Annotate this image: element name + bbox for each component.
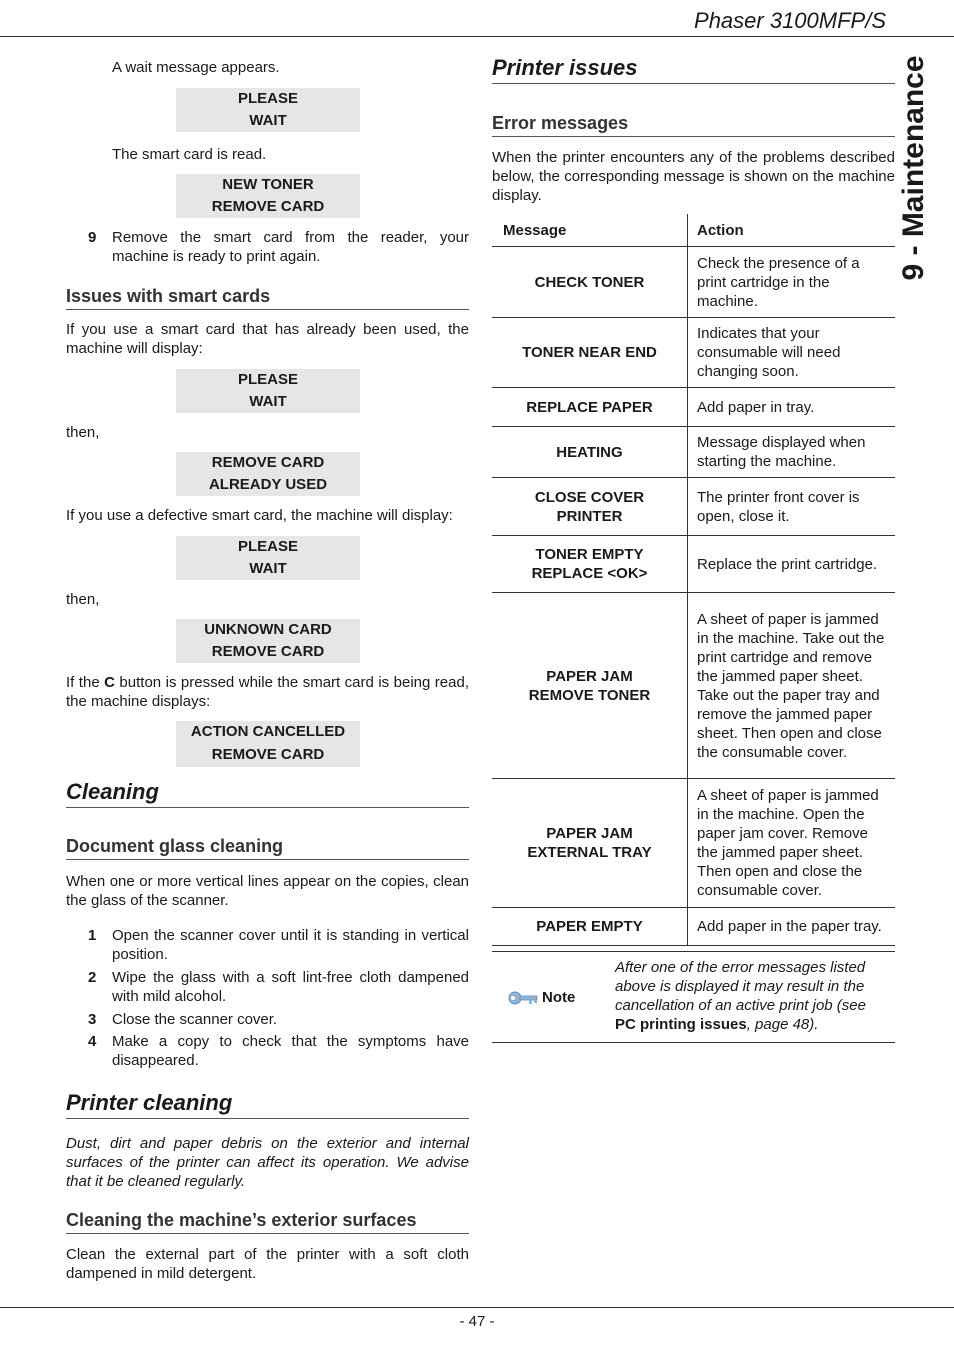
- footer-rule: [0, 1307, 954, 1308]
- error-message-cell: [492, 318, 688, 388]
- error-message-cell: [492, 427, 688, 478]
- table-row: [492, 247, 895, 318]
- table-row: [492, 318, 895, 388]
- error-message-cell: [492, 247, 688, 318]
- c-button-text-pre: If the: [66, 674, 105, 691]
- card-read-text: The smart card is read.: [112, 146, 267, 163]
- step-number: 3: [88, 1011, 97, 1028]
- then-text-1: then,: [66, 424, 100, 441]
- step-number: 4: [88, 1033, 97, 1050]
- action-cell: Add paper in the paper tray.: [688, 908, 896, 946]
- c-button-text-post: button is pressed while the smart card is being read, the machine displays:: [66, 674, 469, 710]
- wait-message-text: A wait message appears.: [112, 59, 280, 76]
- lcd-line: REMOVE CARD: [211, 454, 325, 471]
- step-number: 2: [88, 969, 97, 986]
- lcd-remove-card-used: [176, 452, 360, 496]
- step-4: [66, 1032, 469, 1072]
- message-line: TONER NEAR END: [522, 344, 657, 361]
- lcd-please-wait-2: [176, 369, 360, 413]
- message-line: REMOVE TONER: [528, 686, 651, 704]
- lcd-line: ACTION CANCELLED: [190, 723, 346, 740]
- step-text: Remove the smart card from the reader, your machine is ready to print again.: [112, 229, 469, 265]
- table-row: [492, 779, 895, 908]
- lcd-unknown-card: [176, 619, 360, 663]
- lcd-line: WAIT: [249, 112, 287, 129]
- table-row: [492, 478, 895, 536]
- action-cell: Add paper in tray.: [688, 388, 896, 427]
- step-2: [66, 968, 469, 1008]
- error-intro: When the printer encounters any of the problems described below, the corresponding message is shown on the machine display.: [492, 149, 895, 204]
- message-line: CHECK TONER: [534, 273, 645, 291]
- step-3: [66, 1010, 469, 1030]
- action-cell: The printer front cover is open, close it.: [688, 478, 896, 536]
- error-message-cell: [492, 478, 688, 536]
- step-9: [66, 228, 469, 268]
- action-cell: A sheet of paper is jammed in the machine. Take out the print cartridge and remove the jammed paper sheet. Take out the paper tray and remove the jammed paper sheet. Then open and close the consumable cover.: [688, 593, 896, 779]
- table-row: [492, 536, 895, 593]
- lcd-action-cancelled: [176, 721, 360, 767]
- heading-printer-issues: Printer issues: [492, 55, 895, 84]
- heading-exterior-surfaces: Cleaning the machine’s exterior surfaces: [66, 1209, 469, 1234]
- step-text: Wipe the glass with a soft lint-free cloth dampened with mild alcohol.: [112, 969, 469, 1005]
- lcd-line: ALREADY USED: [208, 476, 328, 493]
- column-header-action: Action: [688, 214, 896, 247]
- issues-intro: If you use a smart card that has already been used, the machine will display:: [66, 321, 469, 357]
- chapter-tab: [892, 55, 936, 281]
- c-button-text: [66, 673, 469, 711]
- step-number: 1: [88, 927, 97, 944]
- lcd-line: REMOVE CARD: [211, 198, 325, 215]
- header-rule: [0, 36, 954, 37]
- message-line: CLOSE COVER: [534, 488, 645, 506]
- message-line: REPLACE <OK>: [531, 565, 648, 582]
- lcd-line: REMOVE CARD: [211, 746, 325, 763]
- error-messages-table: [492, 214, 895, 946]
- error-message-cell: [492, 536, 688, 593]
- lcd-please-wait-1: [176, 88, 360, 132]
- message-line: PAPER JAM: [546, 825, 633, 842]
- then-text-2: then,: [66, 591, 100, 608]
- error-message-cell: [492, 908, 688, 946]
- table-row: [492, 908, 895, 946]
- heading-document-glass: Document glass cleaning: [66, 835, 469, 860]
- doc-glass-intro: When one or more vertical lines appear on the copies, clean the glass of the scanner.: [66, 873, 469, 909]
- message-line: REPLACE PAPER: [526, 398, 653, 416]
- note-link[interactable]: PC printing issues: [615, 1016, 747, 1033]
- c-button-key: C: [104, 674, 115, 691]
- table-row: [492, 427, 895, 478]
- heading-error-messages: Error messages: [492, 112, 895, 137]
- step-text: Open the scanner cover until it is standing in vertical position.: [112, 927, 469, 963]
- note-text-pre: After one of the error messages listed above is displayed it may result in the cancellation of an active print job (see: [615, 959, 866, 1014]
- step-number: 9: [88, 229, 97, 246]
- message-line: PRINTER: [556, 507, 623, 525]
- document-title: Phaser 3100MFP/S: [694, 8, 886, 33]
- message-line: PAPER JAM: [546, 667, 633, 685]
- page-number: - 47 -: [459, 1313, 495, 1330]
- table-row: [492, 388, 895, 427]
- lcd-line: UNKNOWN CARD: [204, 621, 332, 638]
- heading-cleaning: Cleaning: [66, 779, 469, 808]
- lcd-new-toner: [176, 174, 360, 218]
- message-line: EXTERNAL TRAY: [527, 844, 652, 861]
- note-text-post: , page 48).: [746, 1016, 819, 1033]
- exterior-text: Clean the external part of the printer with a soft cloth dampened in mild detergent.: [66, 1246, 469, 1282]
- message-line: HEATING: [556, 443, 623, 461]
- key-icon: [508, 990, 538, 1006]
- message-line: TONER EMPTY: [535, 546, 644, 563]
- lcd-line: PLEASE: [237, 371, 298, 388]
- error-message-cell: [492, 779, 688, 908]
- action-cell: A sheet of paper is jammed in the machine. Open the paper jam cover. Remove the jammed paper sheet. Then open and close the consumable cover.: [688, 779, 896, 908]
- table-row: [492, 593, 895, 779]
- lcd-please-wait-3: [176, 536, 360, 580]
- step-text: Close the scanner cover.: [112, 1011, 278, 1028]
- action-cell: Check the presence of a print cartridge in the machine.: [688, 247, 896, 318]
- lcd-line: WAIT: [249, 560, 287, 577]
- note-label: Note: [542, 989, 576, 1006]
- lcd-line: WAIT: [249, 393, 287, 410]
- lcd-line: PLEASE: [237, 538, 298, 555]
- note-text: [615, 958, 887, 1034]
- error-message-cell: [492, 388, 688, 427]
- defective-card-text: If you use a defective smart card, the machine will display:: [66, 507, 453, 524]
- lcd-line: PLEASE: [237, 90, 298, 107]
- error-message-cell: [492, 593, 688, 779]
- step-text: Make a copy to check that the symptoms have disappeared.: [112, 1033, 469, 1069]
- heading-printer-cleaning: Printer cleaning: [66, 1090, 469, 1119]
- action-cell: Message displayed when starting the machine.: [688, 427, 896, 478]
- lcd-line: REMOVE CARD: [211, 643, 325, 660]
- note-box: [492, 951, 895, 1043]
- table-header-row: [492, 214, 895, 247]
- step-1: [66, 926, 469, 966]
- action-cell: Replace the print cartridge.: [688, 536, 896, 593]
- action-cell: Indicates that your consumable will need changing soon.: [688, 318, 896, 388]
- heading-issues-smart-cards: Issues with smart cards: [66, 285, 469, 310]
- column-header-message: Message: [492, 214, 688, 247]
- printer-cleaning-intro: Dust, dirt and paper debris on the exterior and internal surfaces of the printer can affect its operation. We advise that it be cleaned regularly.: [66, 1135, 469, 1190]
- chapter-tab-label: 9 - Maintenance: [897, 55, 930, 281]
- lcd-line: NEW TONER: [222, 176, 314, 193]
- message-line: PAPER EMPTY: [536, 918, 643, 935]
